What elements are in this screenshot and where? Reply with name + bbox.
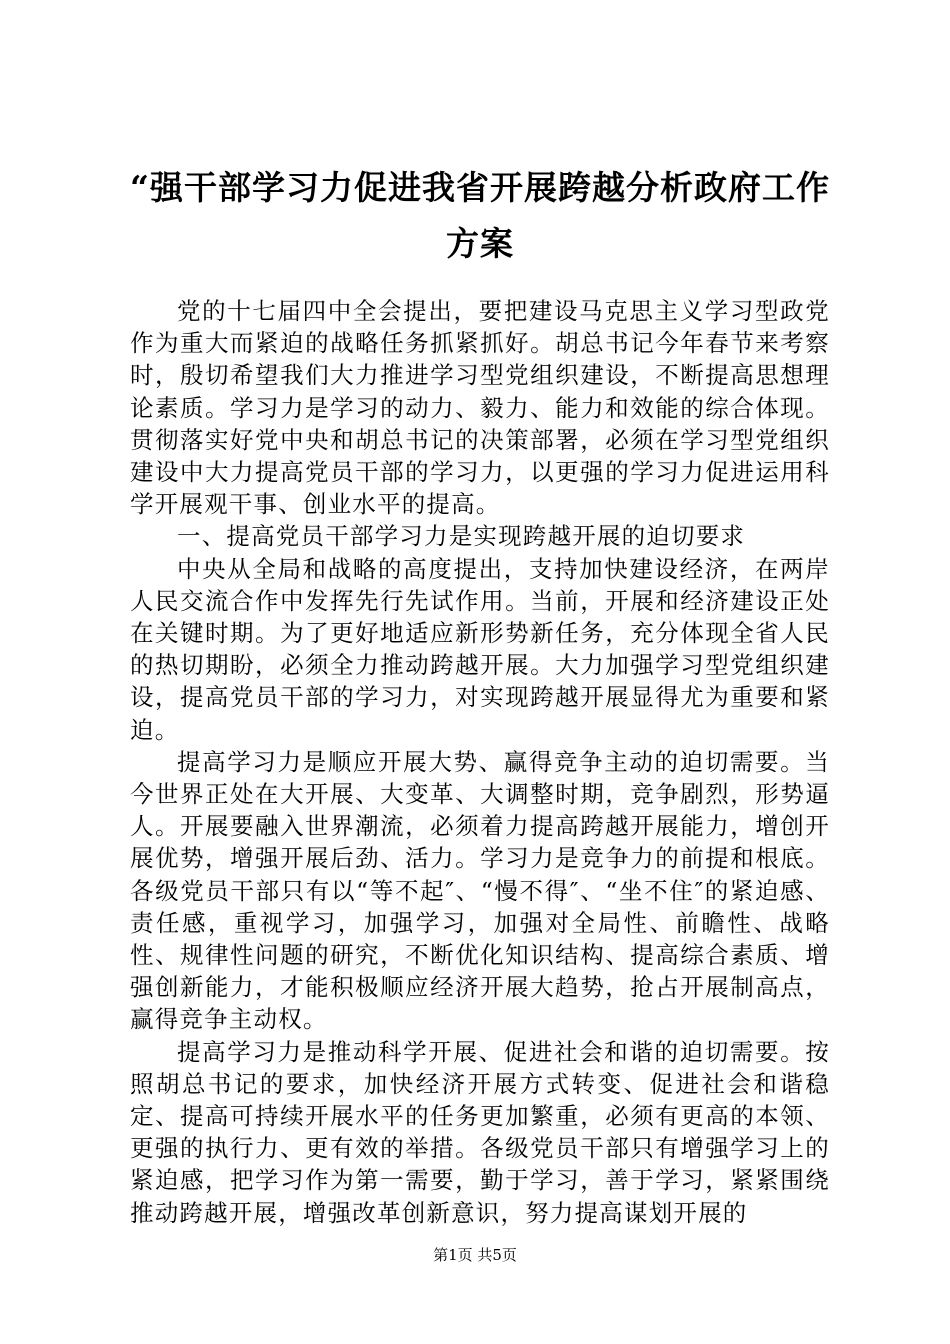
paragraph-background: 中央从全局和战略的高度提出，支持加快建设经济，在两岸人民交流合作中发挥先行先试作用。当前，开展和经济建设正处在关键时期。为了更好地适应新形势新任务，充分体现全省人民的热切期盼，必须全力推动跨越开展。大力加强学习型党组织建设，提高党员干部的学习力，对实现跨越开展显得尤为重要和紧迫。 [130,554,830,744]
paragraph-intro: 党的十七届四中全会提出，要把建设马克思主义学习型政党作为重大而紧迫的战略任务抓紧抓好。胡总书记今年春节来考察时，殷切希望我们大力推进学习型党组织建设，不断提高思想理论素质。学习力是学习的动力、毅力、能力和效能的综合体现。贯彻落实好党中央和胡总书记的决策部署，必须在学习型党组织建设中大力提高党员干部的学习力，以更强的学习力促进运用科学开展观干事、创业水平的提高。 [130,297,830,519]
page-footer: 第1页 共5页 [433,1246,517,1264]
paragraph-development: 提高学习力是推动科学开展、促进社会和谐的迫切需要。按照胡总书记的要求，加快经济开展方式转变、促进社会和谐稳定、提高可持续开展水平的任务更加繁重，必须有更高的本领、更强的执行力、更有效的举措。各级党员干部只有增强学习上的紧迫感，把学习作为第一需要，勤于学习，善于学习，紧紧围绕推动跨越开展，增强改革创新意识，努力提高谋划开展的 [130,1037,830,1227]
document-body [130,295,830,1229]
document-title: “强干部学习力促进我省开展跨越分析政府工作方案 [130,168,830,263]
section-heading-1: 一、提高党员干部学习力是实现跨越开展的迫切要求 [177,522,746,551]
paragraph-competition: 提高学习力是顺应开展大势、赢得竞争主动的迫切需要。当今世界正处在大开展、大变革、大调整时期，竞争剧烈，形势逼人。开展要融入世界潮流，必须着力提高跨越开展能力，增创开展优势，增强开展后劲、活力。学习力是竞争力的前提和根底。各级党员干部只有以“等不起″、“慢不得″、“坐不住″的紧迫感、责任感，重视学习，加强学习，加强对全局性、前瞻性、战略性、规律性问题的研究，不断优化知识结构、提高综合素质、增强创新能力，才能积极顺应经济开展大趋势，抢占开展制高点，赢得竞争主动权。 [130,747,830,1034]
